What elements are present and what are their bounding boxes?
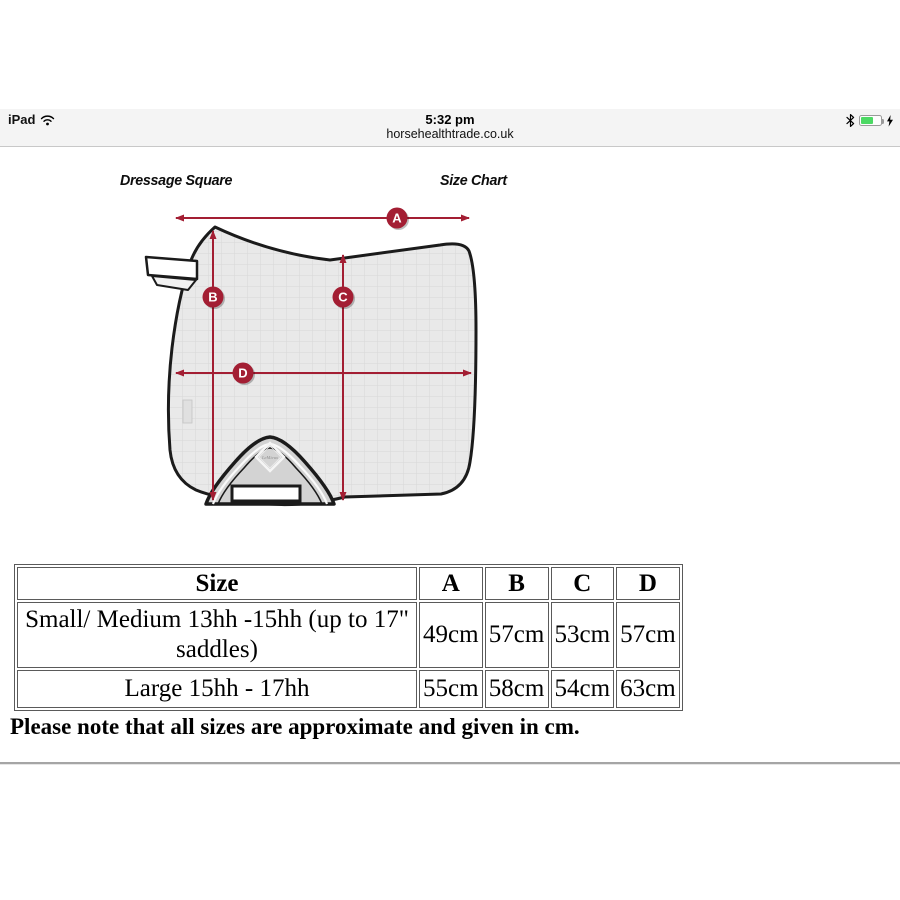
- value-cell-a: 55cm: [419, 670, 483, 708]
- value-cell-d: 63cm: [616, 670, 680, 708]
- table-row: [17, 602, 680, 668]
- badge-b: B: [208, 289, 218, 305]
- size-chart-title: Size Chart: [440, 172, 507, 189]
- address-url[interactable]: horsehealthtrade.co.uk: [386, 127, 514, 141]
- badge-a: A: [392, 210, 402, 226]
- badge-c: C: [338, 289, 348, 305]
- size-cell: Large 15hh - 17hh: [17, 670, 417, 708]
- badge-d: D: [238, 365, 248, 381]
- brand-logo-text: LeMieux: [261, 455, 279, 460]
- status-bar: [0, 109, 900, 147]
- value-cell-c: 53cm: [551, 602, 615, 668]
- clock-label: 5:32 pm: [425, 112, 475, 127]
- product-title: Dressage Square: [120, 172, 233, 189]
- col-header-size: Size: [17, 567, 417, 600]
- col-header-a: A: [419, 567, 483, 600]
- battery-fill: [861, 117, 873, 124]
- bluetooth-icon: [846, 114, 855, 127]
- size-table: [14, 564, 683, 711]
- charging-bolt-icon: [886, 115, 894, 127]
- measurement-diagram: [130, 196, 495, 521]
- saddle-pad-outline: [168, 227, 476, 505]
- col-header-d: D: [616, 567, 680, 600]
- table-row: [17, 670, 680, 708]
- value-cell-b: 57cm: [485, 602, 549, 668]
- status-right: [846, 114, 894, 127]
- battery-nub: [882, 119, 884, 124]
- battery-icon: [859, 115, 882, 126]
- flap-label: [232, 486, 300, 501]
- value-cell-a: 49cm: [419, 602, 483, 668]
- status-center[interactable]: [0, 109, 900, 141]
- col-header-c: C: [551, 567, 615, 600]
- value-cell-d: 57cm: [616, 602, 680, 668]
- table-header-row: [17, 567, 680, 600]
- value-cell-c: 54cm: [551, 670, 615, 708]
- side-tag: [183, 400, 192, 423]
- col-header-b: B: [485, 567, 549, 600]
- size-cell: Small/ Medium 13hh -15hh (up to 17" saddles): [17, 602, 417, 668]
- carrier-label: iPad: [8, 112, 36, 127]
- sizes-note: Please note that all sizes are approximate and given in cm.: [10, 714, 580, 739]
- content-divider: [0, 762, 900, 765]
- value-cell-b: 58cm: [485, 670, 549, 708]
